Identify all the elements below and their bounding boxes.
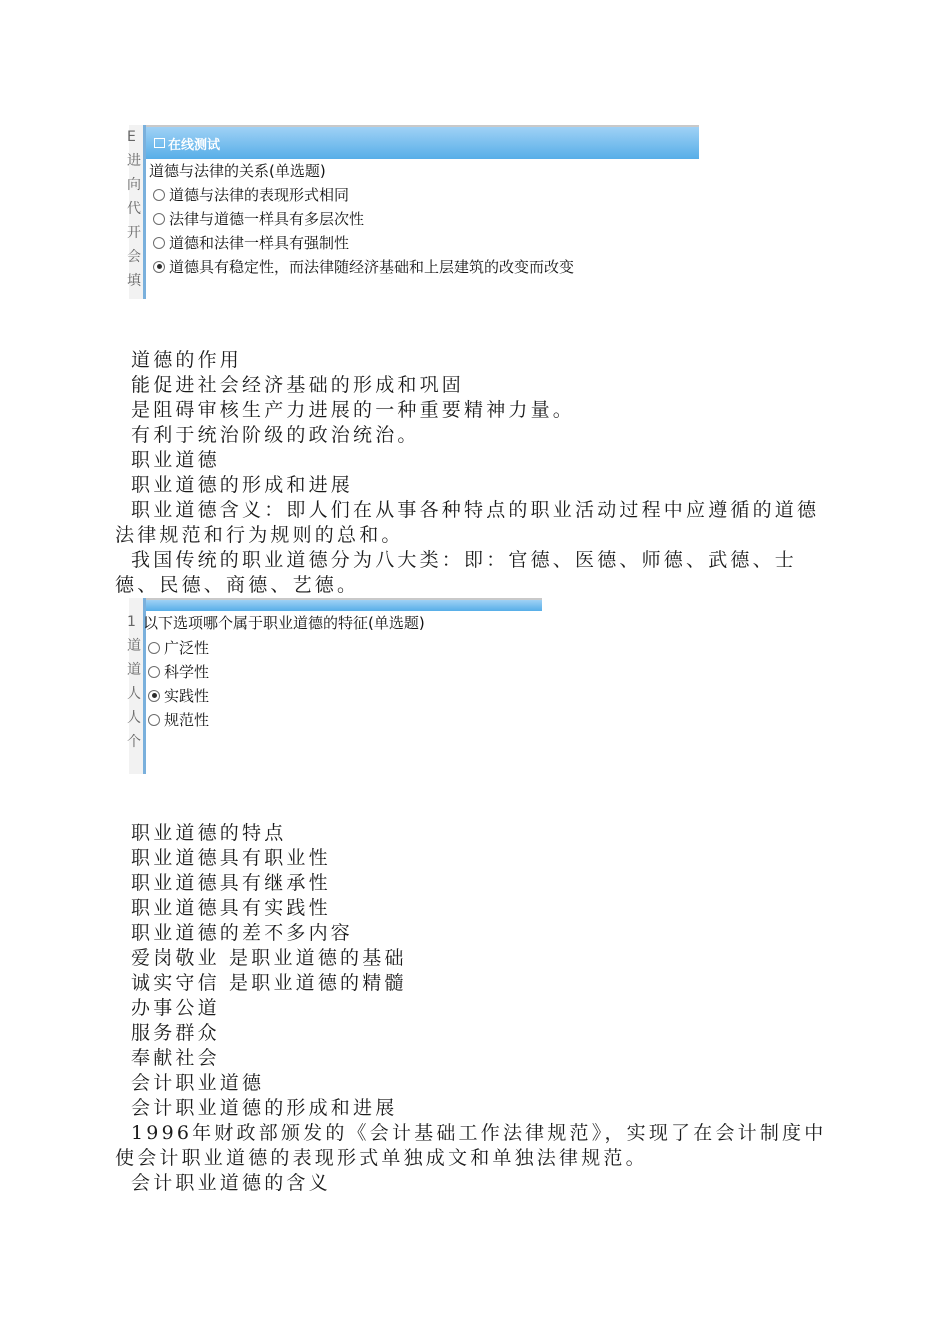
radio-selected-icon[interactable] xyxy=(148,690,160,702)
fragment: 个 xyxy=(127,734,141,750)
text-line: 爱岗敬业 是职业道德的基础 xyxy=(131,947,407,969)
text-line: 服务群众 xyxy=(131,1022,220,1044)
option-label: 法律与道德一样具有多层次性 xyxy=(169,210,365,228)
text-line: 职业道德具有职业性 xyxy=(131,847,331,869)
text-line: 职业道德 xyxy=(131,449,220,471)
option-label: 实践性 xyxy=(164,687,210,705)
radio-icon[interactable] xyxy=(148,666,160,678)
quiz1-option-2[interactable] xyxy=(153,208,364,229)
quiz2-option-2[interactable] xyxy=(148,661,209,682)
paragraph: 我国传统的职业道德分为八大类：即：官德、医德、师德、武德、士德、民德、商德、艺德。 xyxy=(115,549,798,596)
text-line: 职业道德的特点 xyxy=(131,822,287,844)
text-line: 奉献社会 xyxy=(131,1047,220,1069)
quiz1-title-bar xyxy=(146,125,699,159)
quiz1-left-strip xyxy=(129,125,146,299)
fragment: 进 xyxy=(127,153,141,169)
text-line: 职业道德具有实践性 xyxy=(131,897,331,919)
radio-icon[interactable] xyxy=(148,714,160,726)
quiz2-option-3[interactable] xyxy=(148,685,209,706)
fragment: E xyxy=(127,129,136,145)
radio-icon[interactable] xyxy=(153,189,165,201)
text-line: 会计职业道德的形成和进展 xyxy=(131,1097,398,1119)
fragment: 道 xyxy=(127,638,141,654)
quiz2-question: 以下选项哪个属于职业道德的特征(单选题) xyxy=(143,614,425,632)
quiz2-title-bar xyxy=(146,598,542,611)
option-label: 道德和法律一样具有强制性 xyxy=(169,234,350,252)
window-icon xyxy=(154,138,165,148)
quiz1-header: 在线测试 xyxy=(168,138,221,153)
quiz-screenshot-2 xyxy=(129,598,542,774)
text-line: 能促进社会经济基础的形成和巩固 xyxy=(131,374,465,396)
option-label: 道德与法律的表现形式相同 xyxy=(169,186,350,204)
option-label: 广泛性 xyxy=(164,639,210,657)
paragraph: 职业道德含义：即人们在从事各种特点的职业活动过程中应遵循的道德法律规范和行为规则的总和。 xyxy=(115,499,820,546)
text-line: 职业道德具有继承性 xyxy=(131,872,331,894)
fragment: 道 xyxy=(127,662,141,678)
paragraph: 1996年财政部颁发的《会计基础工作法律规范》，实现了在会计制度中使会计职业道德的表现形式单独成文和单独法律规范。 xyxy=(115,1122,827,1169)
quiz1-question: 道德与法律的关系(单选题) xyxy=(149,162,326,180)
text-section-1 xyxy=(115,348,835,598)
radio-selected-icon[interactable] xyxy=(153,261,165,273)
text-line: 职业道德的形成和进展 xyxy=(131,474,354,496)
fragment: 代 xyxy=(127,201,141,217)
text-line: 诚实守信 是职业道德的精髓 xyxy=(131,972,407,994)
quiz-screenshot-1 xyxy=(129,125,699,299)
radio-icon[interactable] xyxy=(153,213,165,225)
option-label: 规范性 xyxy=(164,711,210,729)
option-label: 道德具有稳定性，而法律随经济基础和上层建筑的改变而改变 xyxy=(169,258,575,276)
fragment: 向 xyxy=(127,177,141,193)
fragment: 填 xyxy=(127,273,141,289)
quiz1-option-4[interactable] xyxy=(153,256,574,277)
radio-icon[interactable] xyxy=(148,642,160,654)
text-line: 是阻碍审核生产力进展的一种重要精神力量。 xyxy=(131,399,576,421)
fragment: 人 xyxy=(127,710,141,726)
quiz2-option-1[interactable] xyxy=(148,637,209,658)
fragment: 1 xyxy=(127,614,136,630)
quiz1-option-1[interactable] xyxy=(153,184,349,205)
fragment: 会 xyxy=(127,249,141,265)
text-section-2 xyxy=(115,821,835,1196)
radio-icon[interactable] xyxy=(153,237,165,249)
text-line: 会计职业道德 xyxy=(131,1072,265,1094)
fragment: 开 xyxy=(127,225,141,241)
quiz2-option-4[interactable] xyxy=(148,709,209,730)
quiz1-option-3[interactable] xyxy=(153,232,349,253)
text-line: 办事公道 xyxy=(131,997,220,1019)
option-label: 科学性 xyxy=(164,663,210,681)
text-line: 会计职业道德的含义 xyxy=(131,1172,331,1194)
text-line: 职业道德的差不多内容 xyxy=(131,922,354,944)
text-line: 道德的作用 xyxy=(131,349,243,371)
fragment: 人 xyxy=(127,686,141,702)
text-line: 有利于统治阶级的政治统治。 xyxy=(131,424,420,446)
